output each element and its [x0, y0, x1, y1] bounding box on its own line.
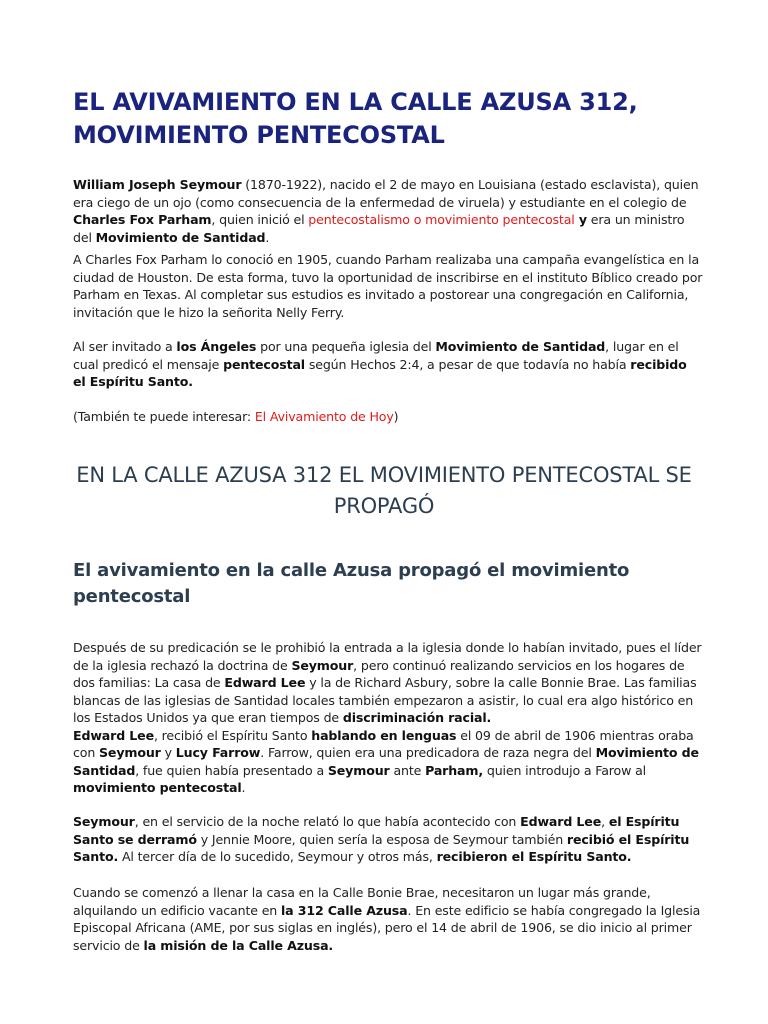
link-movimiento-santidad[interactable]: Movimiento de Santidad [95, 229, 266, 245]
paragraph-servicio-noche: Seymour, en el servicio de la noche relató lo que había acontecido con Edward Lee, el Espíritu Santo se derramó y Jennie Moore, quien sería la esposa de Seymour también recibió el Espíritu Santo. Al tercer día de lo sucedido, Seymour y otros más, recibieron el Espíritu Santo. [73, 814, 690, 864]
bold-name: Charles Fox Parham [73, 212, 212, 227]
paragraph-interesar: (También te puede interesar: El Avivamiento de Hoy) [73, 409, 399, 424]
link-recibio-espiritu-santo[interactable]: recibió el Espíritu Santo. [73, 831, 690, 864]
link-recibido-espiritu-santo[interactable]: recibido el Espíritu Santo. [73, 356, 687, 389]
paragraph-predicacion: Después de su predicación se le prohibió la entrada a la iglesia donde lo habían invitado, pues el líder de la iglesia rechazó la doctrina de Seymour, pero continuó realizando servicios en los hogares de dos familias: La casa de Edward Lee y la de Richard Asbury, sobre la calle Bonnie Brae. Las familias blancas de las iglesias de Santidad locales también empezaron a asistir, lo cual era algo histórico en los Estados Unidos ya que eran tiempos de discriminación racial. Edward Lee, recibió el Espíritu Santo hablando en lenguas el 09 de abril de 1906 mientras oraba con Seymour y Lucy Farrow. Farrow, quien era una predicadora de raza negra del Movimiento de Santidad, fue quien había presentado a Seymour ante Parham, quien introdujo a Farow al movimiento pentecostal. [73, 640, 702, 795]
page-title: EL AVIVAMIENTO EN LA CALLE AZUSA 312, MOVIMIENTO PENTECOSTAL [73, 88, 638, 149]
link-hablando-en-lenguas[interactable]: hablando en lenguas [311, 727, 457, 743]
subsection-heading: El avivamiento en la calle Azusa propagó el movimiento pentecostal [73, 560, 630, 607]
paragraph-parham: A Charles Fox Parham lo conoció en 1905, cuando Parham realizaba una campaña evangelística en la ciudad de Houston. De esta forma, tuvo la oportunidad de inscribirse en el instituto Bíblico creado por Parham en Texas. Al completar sus estudios es invitado a postorear una congregación en California, invitación que le hizo la señorita Nelly Ferry. [73, 252, 703, 320]
link-avivamiento-de-hoy[interactable]: El Avivamiento de Hoy [254, 409, 394, 424]
paragraph-calle-azusa: Cuando se comenzó a llenar la casa en la Calle Bonie Brae, necesitaron un lugar más grande, alquilando un edificio vacante en la 312 Calle Azusa. En este edificio se había congregado la Iglesia Episcopal Africana (AME, por sus siglas en inglés), pero el 14 de abril de 1906, se dio inicio al primer servicio de la misión de la Calle Azusa. [73, 885, 701, 953]
paragraph-seymour-intro: William Joseph Seymour (1870-1922), nacido el 2 de mayo en Louisiana (estado esclavista), quien era ciego de un ojo (como consecuencia de la enfermedad de viruela) y estudiante en el colegio de Charles Fox Parham, quien inició el pentecostalismo o movimiento pentecostal y era un ministro del Movimiento de Santidad. [73, 177, 699, 245]
section-heading: EN LA CALLE AZUSA 312 EL MOVIMIENTO PENTECOSTAL SE PROPAGÓ [76, 463, 692, 518]
bold-name: William Joseph Seymour [73, 177, 242, 192]
link-pentecostalismo[interactable]: pentecostalismo o movimiento pentecostal [308, 212, 575, 227]
paragraph-los-angeles: Al ser invitado a los Ángeles por una pequeña iglesia del Movimiento de Santidad, lugar en el cual predicó el mensaje pentecostal según Hechos 2:4, a pesar de que todavía no había recibido el Espíritu Santo. [73, 339, 687, 389]
